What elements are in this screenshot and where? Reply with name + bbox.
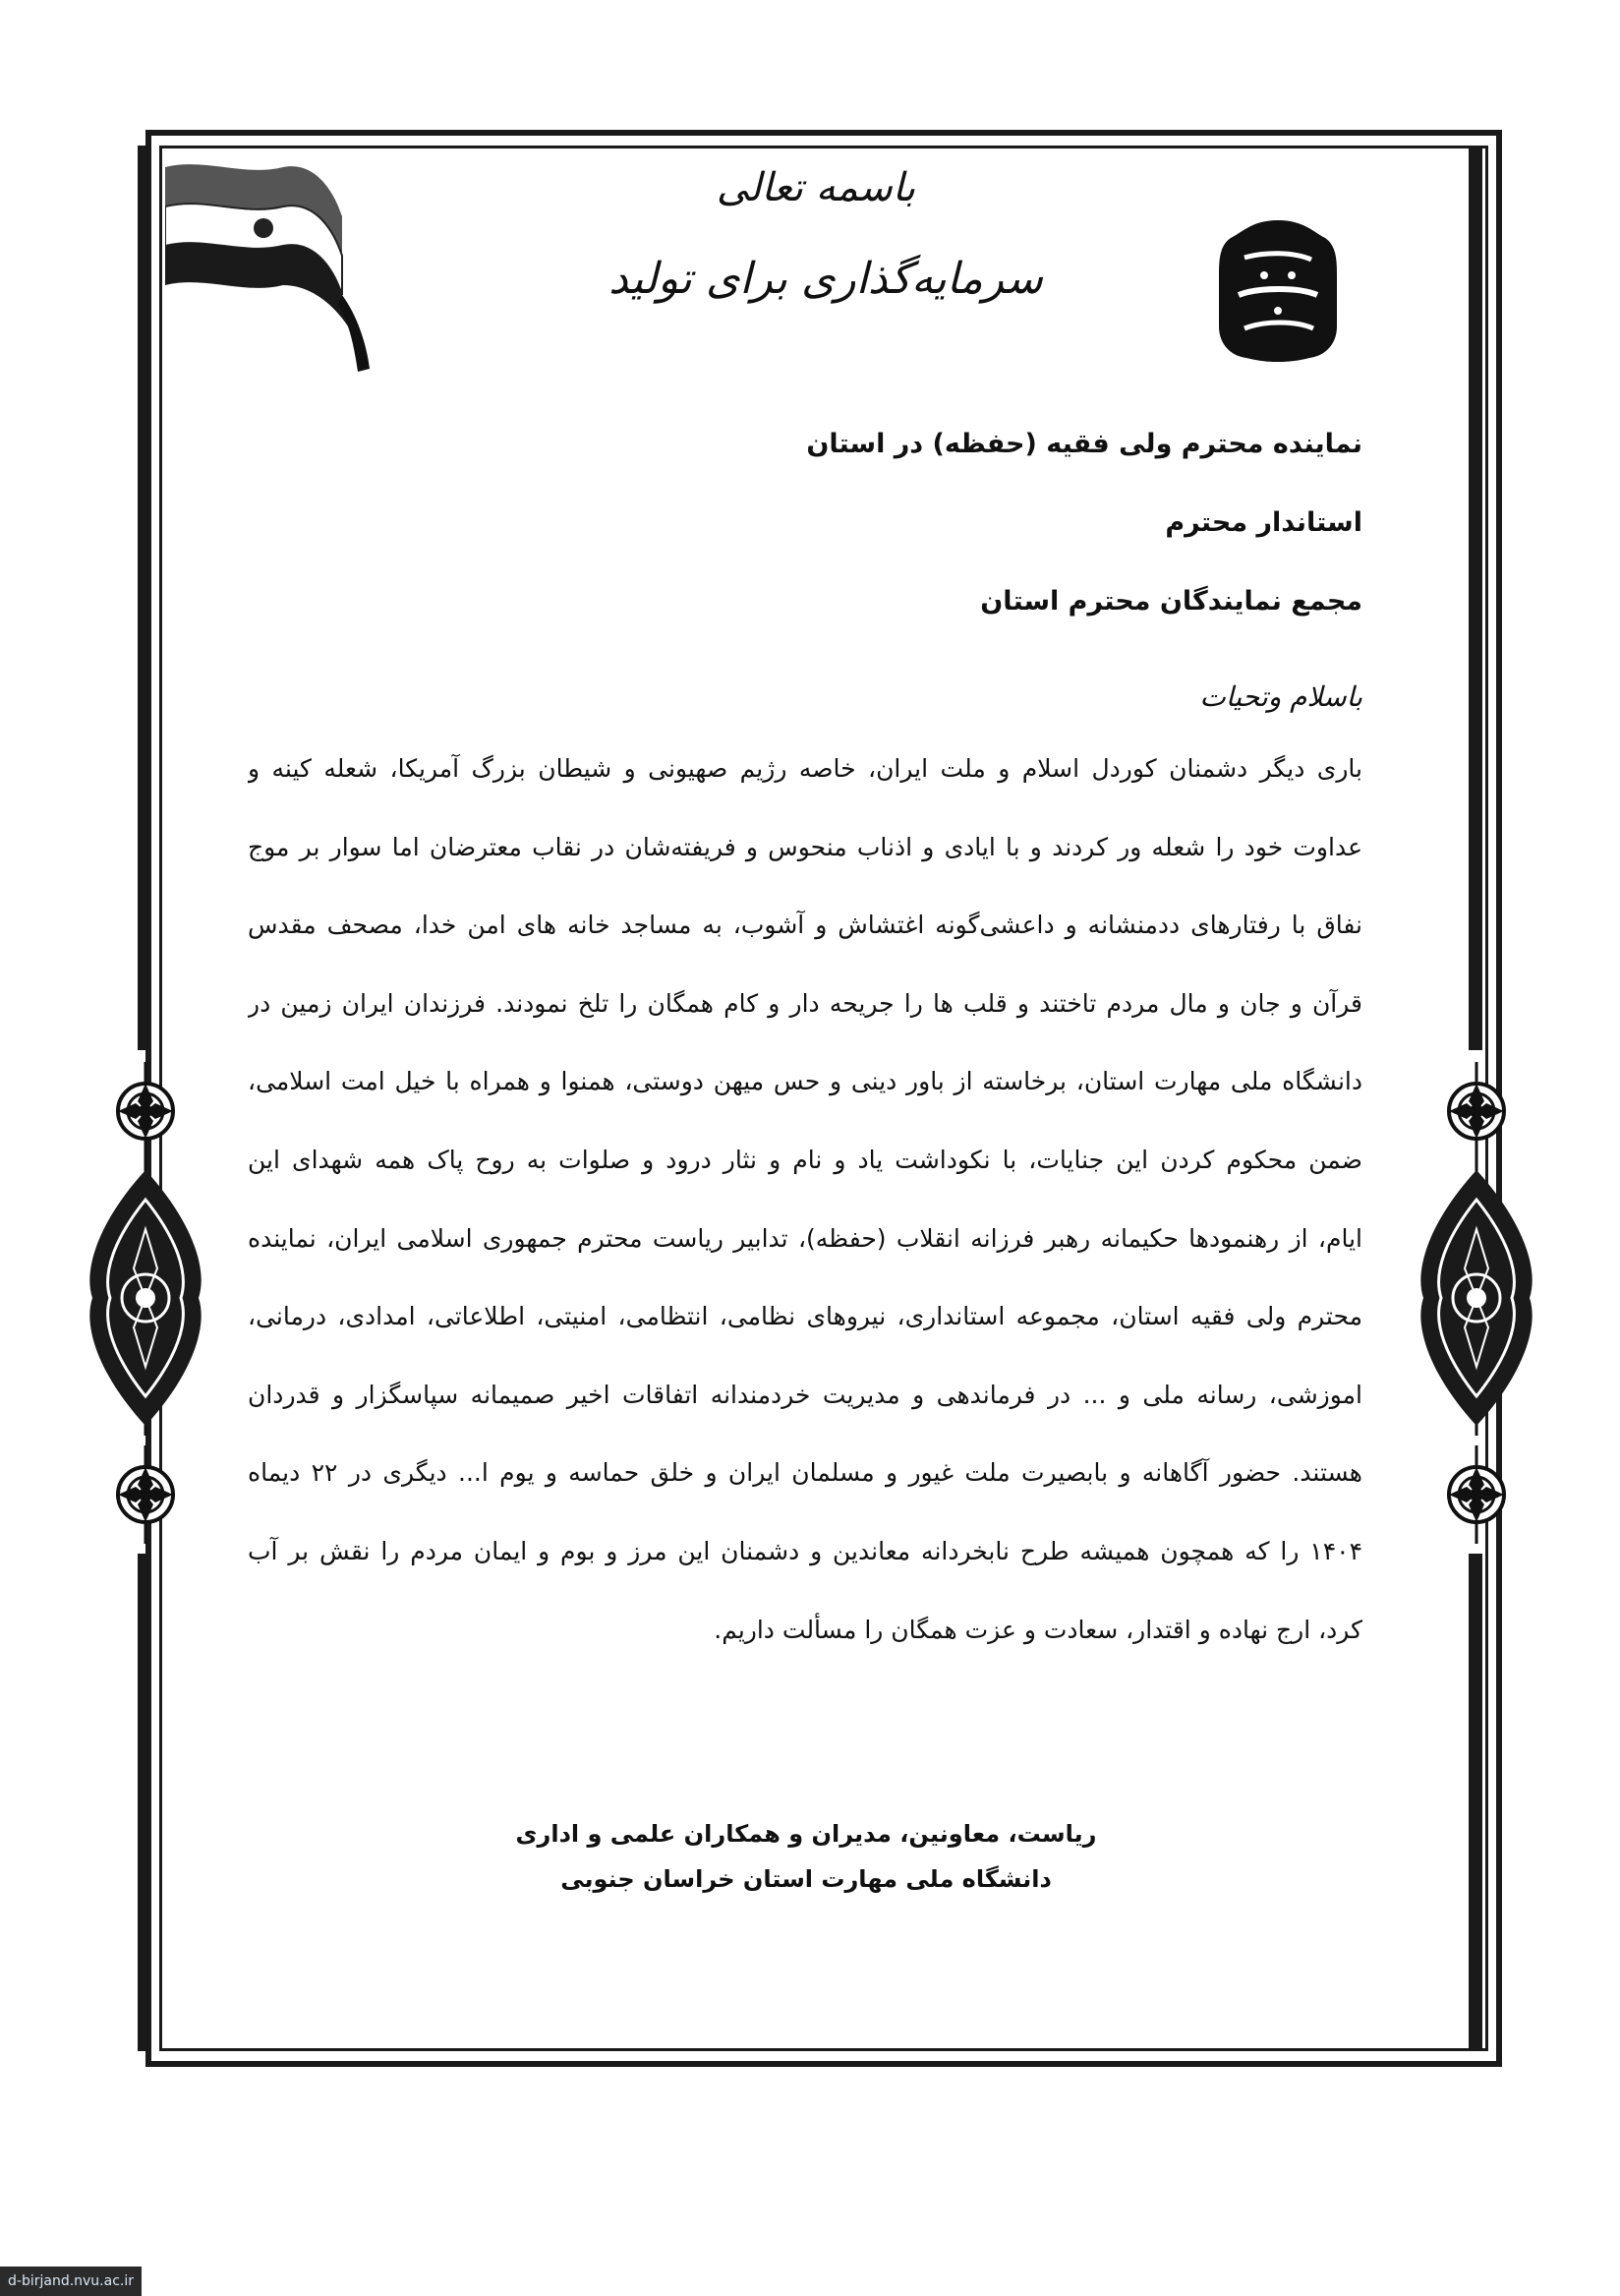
body-line: اموزشی، رسانه ملی و ... در فرماندهی و مدیریت خردمندانه اتفاقات اخیر صمیمانه سپاسگزار و قدردان	[248, 1380, 1362, 1409]
letter-body	[248, 745, 1362, 1684]
signature-line-2: دانشگاه ملی مهارت استان خراسان جنوبی	[560, 1865, 1052, 1893]
right-border-bar	[1469, 1554, 1482, 2051]
site-watermark: d-birjand.nvu.ac.ir	[0, 2267, 142, 2296]
left-border-bar	[138, 1554, 151, 2051]
addressee-parliament-members: مجمع نمایندگان محترم استان	[980, 586, 1362, 617]
iran-flag-icon	[165, 157, 372, 374]
left-large-ornament	[83, 1160, 208, 1436]
greeting: باسلام وتحیات	[1199, 680, 1362, 713]
body-line: ضمن محکوم کردن این جنایات، با نکوداشت یاد و نام و نثار درود و صلوات به روح پاک همه شهدای این	[248, 1145, 1362, 1174]
body-line: نفاق با رفتارهای ددمنشانه و داعشی‌گونه اغتشاش و آشوب، به مساجد خانه های امن خدا، مصحف مقدس	[248, 911, 1362, 940]
left-border-bar	[138, 146, 151, 1050]
bismillah-heading: باسمه تعالی	[716, 165, 916, 210]
year-slogan: سرمایه‌گذاری برای تولید	[608, 254, 1043, 304]
body-line: کرد، ارج نهاده و اقتدار، سعادت و عزت همگان را مسألت داریم.	[714, 1615, 1362, 1644]
addressee-representative: نماینده محترم ولی فقیه (حفظه) در استان	[806, 429, 1362, 459]
body-line: ایام، از رهنمودها حکیمانه رهبر فرزانه انقلاب (حفظه)، تدابیر ریاست محترم جمهوری اسلامی ایران، نماینده	[248, 1223, 1362, 1253]
body-line: عداوت خود را شعله ور کردند و با ایادی و اذناب منحوس و فریفته‌شان در نقاب معترضان اما سوار بر موج	[248, 832, 1362, 861]
signature-line-1: ریاست، معاونین، مدیران و همکاران علمی و اداری	[515, 1820, 1097, 1848]
body-line: دانشگاه ملی مهارت استان، برخاسته از باور دینی و حس میهن دوستی، همنوا و همراه با خیل امت اسلامی،	[248, 1067, 1362, 1096]
right-small-ornament-bottom	[1437, 1445, 1516, 1544]
body-line: محترم ولی فقیه استان، مجموعه استانداری، نیروهای نظامی، انتظامی، امنیتی، اطلاعاتی، امدادی، درمانی،	[248, 1302, 1362, 1331]
right-large-ornament	[1414, 1160, 1539, 1436]
right-border-bar	[1469, 146, 1482, 1050]
university-logo	[1215, 218, 1341, 364]
left-small-ornament-top	[106, 1062, 185, 1160]
addressee-governor: استاندار محترم	[1165, 507, 1362, 538]
body-line: باری دیگر دشمنان کوردل اسلام و ملت ایران، خاصه رژیم صهیونی و شیطان بزرگ آمریکا، شعله کینه و	[248, 754, 1362, 783]
signature-block	[492, 1811, 1121, 1902]
body-line: ۱۴۰۴ را که همچون همیشه طرح نابخردانه معاندین و دشمنان این مرز و بوم و ایمان مردم را نقش بر آب	[248, 1536, 1362, 1565]
body-line: قرآن و جان و مال مردم تاختند و قلب ها را جریحه دار و کام همگان را تلخ نمودند. فرزندان ایران زمین در	[248, 988, 1362, 1018]
body-line: هستند. حضور آگاهانه و بابصیرت ملت غیور و مسلمان ایران و خلق حماسه و یوم ا... دیگری در ۲۲ دیماه	[248, 1458, 1362, 1488]
left-small-ornament-bottom	[106, 1445, 185, 1544]
right-small-ornament-top	[1437, 1062, 1516, 1160]
